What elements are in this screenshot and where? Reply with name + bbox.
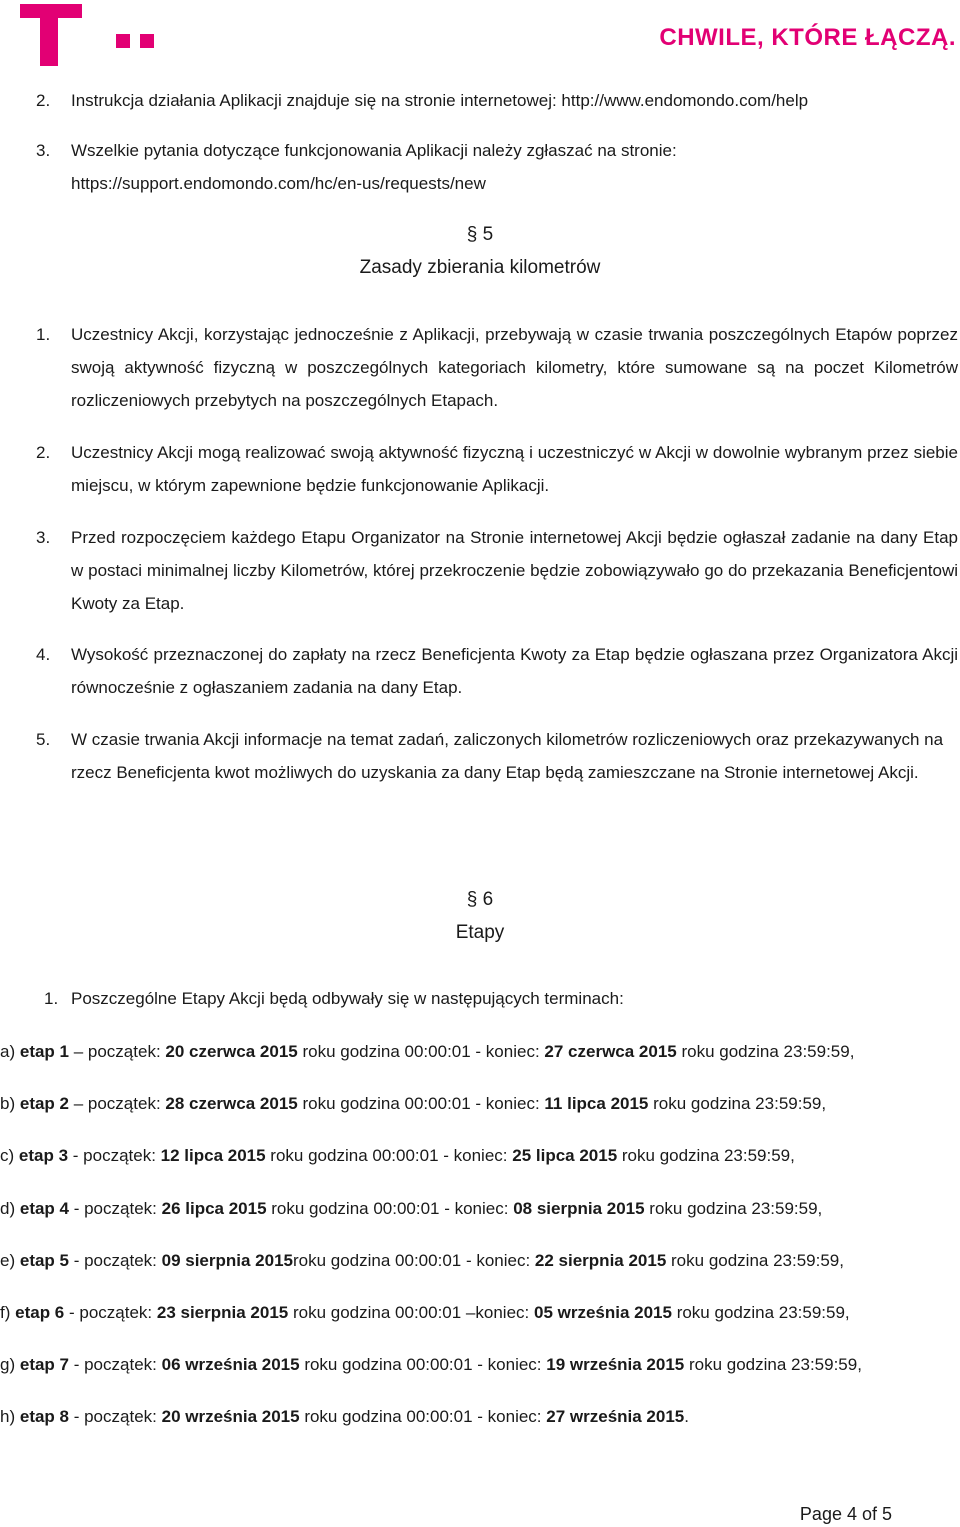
term-end: 08 sierpnia 2015	[513, 1199, 645, 1218]
term-start: 26 lipca 2015	[161, 1199, 267, 1218]
item-text: Poszczególne Etapy Akcji będą odbywały się w następujących terminach:	[71, 989, 624, 1008]
term-end: 25 lipca 2015	[512, 1146, 618, 1165]
item-text: W czasie trwania Akcji informacje na temat zadań, zaliczonych kilometrów rozliczeniowych oraz przekazywanych na rzecz Beneficjenta kwot możliwych do uzyskania za dany Etap będą zamieszczane na Stronie internetowej Akcji.	[71, 730, 944, 782]
item-text: Instrukcja działania Aplikacji znajduje się na stronie internetowej: http://www.endomondo.com/help	[71, 91, 809, 110]
telekom-logo	[20, 4, 160, 70]
term-tail: roku godzina 23:59:59,	[671, 1303, 850, 1322]
term-mid: roku godzina 00:00:01 - koniec:	[292, 1251, 535, 1270]
item-number: 2.	[36, 91, 51, 110]
term-start: 23 sierpnia 2015	[156, 1303, 289, 1322]
term-prefix: c)	[0, 1146, 15, 1165]
term-end: 19 września 2015	[546, 1355, 685, 1374]
stage-term	[0, 1249, 960, 1273]
term-mid: roku godzina 00:00:01 - koniec:	[297, 1042, 545, 1061]
term-tail: roku godzina 23:59:59,	[617, 1146, 795, 1165]
term-etap: etap 3	[18, 1146, 69, 1165]
stage-term	[0, 1040, 960, 1064]
page-header	[0, 0, 960, 72]
term-prefix: g)	[0, 1355, 16, 1374]
term-sep: - początek:	[69, 1199, 162, 1218]
item-number: 1.	[44, 989, 59, 1008]
term-sep: - początek:	[69, 1355, 162, 1374]
term-prefix: b)	[0, 1094, 16, 1113]
logo-dot	[140, 34, 154, 48]
logo-t-stem	[40, 4, 58, 66]
term-tail: roku godzina 23:59:59,	[676, 1042, 855, 1061]
term-prefix: a)	[0, 1042, 16, 1061]
term-start: 06 września 2015	[161, 1355, 300, 1374]
item-text: Uczestnicy Akcji mogą realizować swoją aktywność fizyczną i uczestniczyć w Akcji w dowolnie wybranym przez siebie miejscu, w którym zapewnione będzie funkcjonowanie Aplikacji.	[71, 443, 958, 495]
term-prefix: f)	[0, 1303, 11, 1322]
term-tail: roku godzina 23:59:59,	[644, 1199, 823, 1218]
term-sep: – początek:	[69, 1094, 166, 1113]
stage-term	[0, 1301, 960, 1325]
term-sep: - początek:	[69, 1251, 162, 1270]
brand-slogan: CHWILE, KTÓRE ŁĄCZĄ.	[659, 24, 956, 51]
stage-term	[0, 1405, 960, 1429]
section-title: Zasady zbierania kilometrów	[359, 257, 601, 278]
term-end: 27 września 2015	[546, 1407, 685, 1426]
section-sign: § 5	[466, 224, 494, 245]
item-number: 1.	[36, 325, 51, 344]
term-end: 27 czerwca 2015	[544, 1042, 677, 1061]
term-sep: - początek:	[69, 1407, 162, 1426]
item-number: 5.	[36, 730, 51, 749]
term-mid: roku godzina 00:00:01 - koniec:	[299, 1355, 547, 1374]
item-text: Wysokość przeznaczonej do zapłaty na rzecz Beneficjenta Kwoty za Etap będzie ogłaszana przez Organizatora Akcji równocześnie z ogłaszaniem zadania na dany Etap.	[71, 645, 958, 697]
item-text: Przed rozpoczęciem każdego Etapu Organizator na Stronie internetowej Akcji będzie ogłaszał zadanie na dany Etap w postaci minimalnej liczby Kilometrów, której przekroczenie będzie zobowiązywało go do przekazania Beneficjentowi Kwoty za Etap.	[71, 528, 958, 613]
term-etap: etap 8	[19, 1407, 69, 1426]
term-sep: – początek:	[69, 1042, 166, 1061]
term-sep: - początek:	[64, 1303, 157, 1322]
term-sep: - początek:	[68, 1146, 161, 1165]
term-etap: etap 5	[19, 1251, 69, 1270]
stage-term	[0, 1092, 960, 1116]
stage-term	[0, 1197, 960, 1221]
term-etap: etap 2	[19, 1094, 69, 1113]
item-text: Uczestnicy Akcji, korzystając jednocześnie z Aplikacji, przebywają w czasie trwania poszczególnych Etapów poprzez swoją aktywność fizyczną w poszczególnych kategoriach kilometry, które sumowane są na poczet Kilometrów rozliczeniowych przebytych na poszczególnych Etapach.	[71, 325, 958, 410]
section-sign: § 6	[466, 889, 494, 910]
term-prefix: h)	[0, 1407, 16, 1426]
term-mid: roku godzina 00:00:01 - koniec:	[299, 1407, 547, 1426]
stage-term	[0, 1353, 960, 1377]
item-number: 3.	[36, 528, 51, 547]
term-mid: roku godzina 00:00:01 - koniec:	[265, 1146, 513, 1165]
term-tail: .	[684, 1407, 689, 1426]
term-etap: etap 4	[19, 1199, 69, 1218]
section-title: Etapy	[455, 922, 505, 943]
term-tail: roku godzina 23:59:59,	[666, 1251, 844, 1270]
term-mid: roku godzina 00:00:01 –koniec:	[288, 1303, 534, 1322]
term-start: 20 września 2015	[161, 1407, 300, 1426]
term-prefix: d)	[0, 1199, 16, 1218]
term-etap: etap 6	[15, 1303, 65, 1322]
item-number: 3.	[36, 141, 51, 160]
term-start: 12 lipca 2015	[160, 1146, 266, 1165]
term-start: 09 sierpnia 2015	[161, 1251, 293, 1270]
term-end: 11 lipca 2015	[544, 1094, 649, 1113]
term-tail: roku godzina 23:59:59,	[648, 1094, 827, 1113]
term-etap: etap 1	[19, 1042, 69, 1061]
logo-dot	[116, 34, 130, 48]
page-number: Page 4 of 5	[799, 1504, 892, 1524]
stage-term	[0, 1144, 960, 1168]
term-end: 05 września 2015	[533, 1303, 672, 1322]
item-text: Wszelkie pytania dotyczące funkcjonowania Aplikacji należy zgłaszać na stronie: https://support.endomondo.com/hc/en-us/requests/new	[71, 141, 677, 193]
term-end: 22 sierpnia 2015	[534, 1251, 667, 1270]
item-number: 2.	[36, 443, 51, 462]
term-start: 28 czerwca 2015	[165, 1094, 298, 1113]
term-prefix: e)	[0, 1251, 16, 1270]
item-number: 4.	[36, 645, 51, 664]
term-start: 20 czerwca 2015	[165, 1042, 298, 1061]
term-mid: roku godzina 00:00:01 - koniec:	[266, 1199, 514, 1218]
term-etap: etap 7	[19, 1355, 69, 1374]
term-mid: roku godzina 00:00:01 - koniec:	[297, 1094, 545, 1113]
term-tail: roku godzina 23:59:59,	[684, 1355, 862, 1374]
